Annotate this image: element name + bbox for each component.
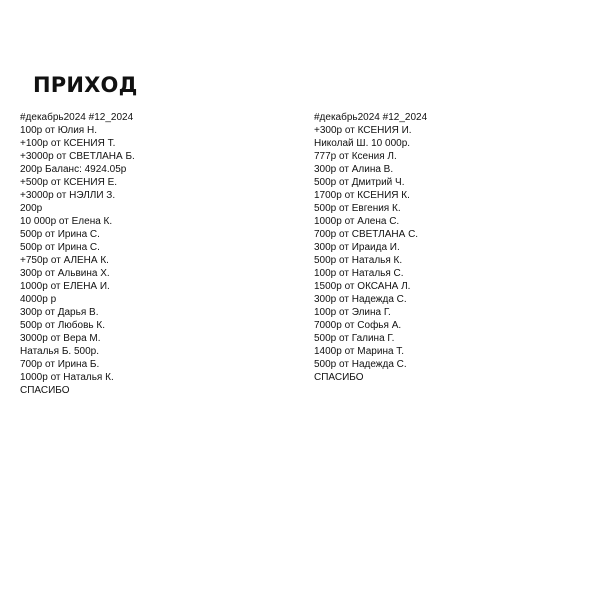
left-list-item: 200р Баланс: 4924.05р xyxy=(20,164,127,175)
left-list-item: 500р от Ирина С. xyxy=(20,229,100,240)
left-list-item: 1000р от ЕЛЕНА И. xyxy=(20,281,110,292)
page-title: ПРИХОД xyxy=(33,73,138,97)
left-list-item: 3000р от Вера М. xyxy=(20,333,101,344)
left-list-item: 500р от Ирина С. xyxy=(20,242,100,253)
right-list-item: 300р от Алина В. xyxy=(314,164,394,175)
left-list-item: +3000р от НЭЛЛИ З. xyxy=(20,190,116,201)
left-donation-list xyxy=(20,111,280,397)
right-list-item: 1400р от Марина Т. xyxy=(314,346,405,357)
right-list-item: Николай Ш. 10 000р. xyxy=(314,138,411,149)
left-list-item: 10 000р от Елена К. xyxy=(20,216,113,227)
left-list-item: 100р от Юлия Н. xyxy=(20,125,97,136)
left-list-item: 1000р от Наталья К. xyxy=(20,372,114,383)
right-list-item: 500р от Надежда С. xyxy=(314,359,407,370)
left-list-item: 300р от Альвина Х. xyxy=(20,268,110,279)
right-list-item: СПАСИБО xyxy=(314,372,364,383)
right-list-item: 300р от Надежда С. xyxy=(314,294,407,305)
right-list-item: 1700р от КСЕНИЯ К. xyxy=(314,190,410,201)
left-list-item: +100р от КСЕНИЯ Т. xyxy=(20,138,116,149)
left-list-item: 700р от Ирина Б. xyxy=(20,359,100,370)
left-list-item: 300р от Дарья В. xyxy=(20,307,99,318)
right-donation-list xyxy=(314,111,574,384)
right-list-item: #декабрь2024 #12_2024 xyxy=(314,112,428,123)
right-list-item: 1000р от Алена С. xyxy=(314,216,400,227)
right-list-item: 1500р от ОКСАНА Л. xyxy=(314,281,411,292)
left-list-item: СПАСИБО xyxy=(20,385,70,396)
right-list-item: 300р от Ираида И. xyxy=(314,242,400,253)
right-list-item: +300р от КСЕНИЯ И. xyxy=(314,125,412,136)
right-list-item: 7000р от Софья А. xyxy=(314,320,402,331)
left-list-item: +3000р от СВЕТЛАНА Б. xyxy=(20,151,135,162)
left-list-item: Наталья Б. 500р. xyxy=(20,346,99,357)
right-list-item: 500р от Наталья К. xyxy=(314,255,403,266)
left-list-item: 4000р р xyxy=(20,294,57,305)
left-list-item: +500р от КСЕНИЯ Е. xyxy=(20,177,118,188)
right-list-item: 500р от Галина Г. xyxy=(314,333,395,344)
right-list-item: 700р от СВЕТЛАНА С. xyxy=(314,229,419,240)
right-list-item: 500р от Дмитрий Ч. xyxy=(314,177,405,188)
left-list-item: +750р от АЛЕНА К. xyxy=(20,255,109,266)
right-list-item: 100р от Элина Г. xyxy=(314,307,391,318)
left-list-item: 500р от Любовь К. xyxy=(20,320,105,331)
left-list-item: #декабрь2024 #12_2024 xyxy=(20,112,134,123)
left-list-item: 200р xyxy=(20,203,43,214)
right-list-item: 100р от Наталья С. xyxy=(314,268,404,279)
right-list-item: 777р от Ксения Л. xyxy=(314,151,397,162)
right-list-item: 500р от Евгения К. xyxy=(314,203,401,214)
